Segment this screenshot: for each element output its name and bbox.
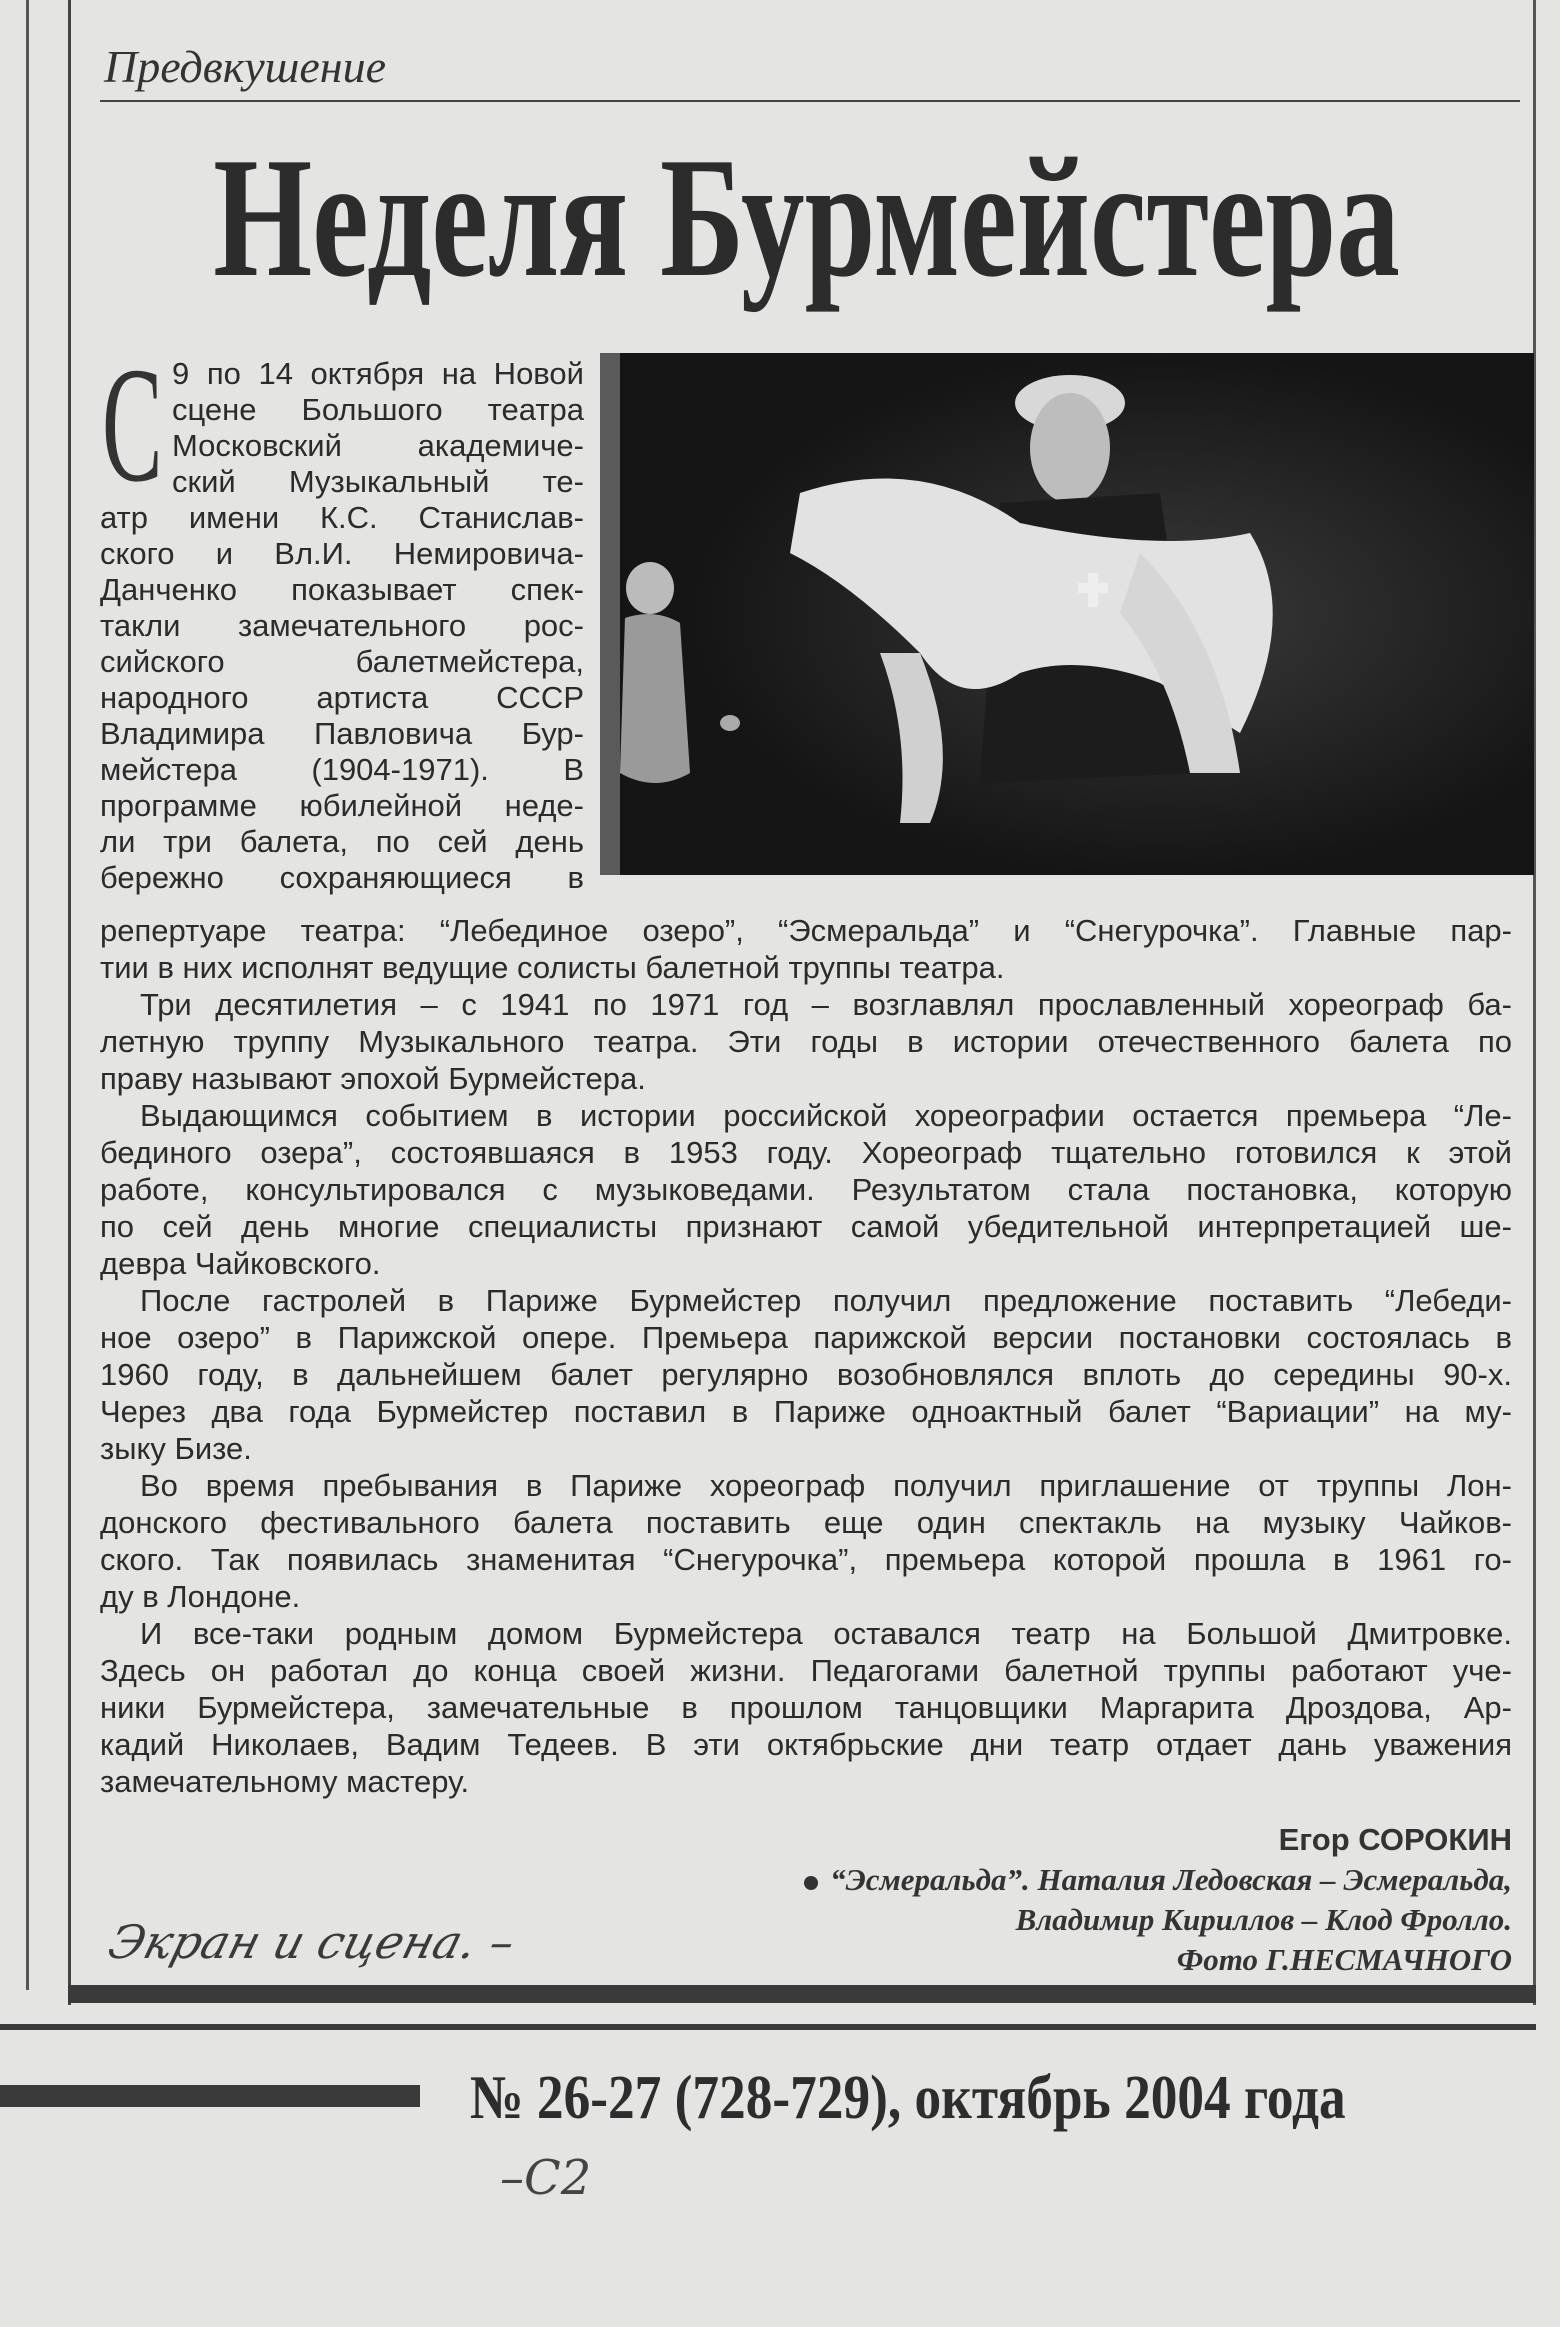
text-line: ский Музыкальный те- [172,464,584,499]
text-line: сцене Большого театра [172,392,584,427]
text-line: 1960 году, в дальнейшем балет регулярно возобновлялся вплоть до середины 90-х. [100,1357,1512,1392]
paragraph [100,1467,1512,1615]
photo-caption [804,1860,1512,1980]
text-line: ное озеро” в Парижской опере. Премьера парижской версии постановки состоялась в [100,1320,1512,1355]
issue-line: № 26-27 (728-729), октябрь 2004 года [470,2064,1346,2132]
caption-line: Владимир Кириллов – Клод Фролло. [1015,1902,1512,1937]
text-line: Через два года Бурмейстер поставил в Париже одноактный балет “Вариации” на му- [100,1394,1512,1429]
text-line: Выдающимся событием в истории российской хореографии остается премьера “Ле- [140,1098,1512,1133]
text-line: ники Бурмейстера, замечательные в прошлом танцовщики Маргарита Дроздова, Ар- [100,1690,1512,1725]
text-line: летную труппу Музыкального театра. Эти годы в истории отечественного балета по [100,1024,1512,1059]
paragraph [100,1097,1512,1282]
text-line: кадий Николаев, Вадим Тедеев. В эти октябрьские дни театр отдает дань уважения [100,1727,1512,1762]
intro-text [100,500,584,896]
clipping-edge-line [26,0,29,1990]
text-line: сийского балетмейстера, [100,644,584,679]
bottom-rule-thin [0,2024,1536,2030]
text-line: зыку Бизе. [100,1431,252,1466]
text-line: мейстера (1904-1971). В [100,752,584,787]
text-line: Три десятилетия – с 1941 по 1971 год – возглавлял прославленный хореограф ба- [140,987,1512,1022]
text-line: по сей день многие специалисты признают самой убедительной интерпретацией ше- [100,1209,1512,1244]
text-line: праву называют эпохой Бурмейстера. [100,1061,646,1096]
text-line: ского и Вл.И. Немировича- [100,536,584,571]
text-line: ду в Лондоне. [100,1579,301,1614]
caption-line: Фото Г.НЕСМАЧНОГО [1176,1942,1512,1977]
bottom-rule-thick [68,1985,1536,2003]
text-line: народного артиста СССР [100,680,584,715]
bullet-icon [804,1876,818,1890]
text-line: тии в них исполнят ведущие солисты балетной труппы театра. [100,950,1005,985]
text-line: Здесь он работал до конца своей жизни. Педагогами балетной труппы работают уче- [100,1653,1512,1688]
text-line: программе юбилейной неде- [100,788,584,823]
issue-rule [0,2085,420,2107]
text-line: После гастролей в Париже Бурмейстер получил предложение поставить “Лебеди- [140,1283,1512,1318]
rubric: Предвкушение [104,41,387,92]
intro-text-beside-dropcap [172,356,584,500]
rubric-divider [100,100,1520,102]
article-body [100,912,1512,1800]
author-byline: Егор СОРОКИН [1278,1822,1512,1857]
paragraph [100,912,1512,986]
handwritten-page-note: –С2 [500,2150,592,2206]
text-line: И все-таки родным домом Бурмейстера оставался театр на Большой Дмитровке. [140,1616,1512,1651]
text-line: работе, консультировался с музыковедами. Результатом стала постановка, которую [100,1172,1512,1207]
text-line: 9 по 14 октября на Новой [172,356,584,391]
paragraph [100,1282,1512,1467]
article-title: Неделя Бурмейстера [213,123,1400,313]
text-line: такли замечательного рос- [100,608,584,643]
text-line: замечательному мастеру. [100,1764,470,1799]
text-line: бережно сохраняющиеся в [100,860,584,895]
text-line: Московский академиче- [172,428,584,463]
text-line: Владимира Павловича Бур- [100,716,584,751]
caption-line: “Эсмеральда”. Наталия Ледовская – Эсмеральда, [830,1862,1512,1897]
text-line: бединого озера”, состоявшаяся в 1953 году. Хореограф тщательно готовился к этой [100,1135,1512,1170]
ballet-photo [600,353,1534,875]
text-line: ли три балета, по сей день [100,824,584,859]
drop-cap: С [102,333,163,516]
handwritten-source-note: Экран и сцена. – [102,1915,522,1969]
paragraph [100,986,1512,1097]
text-line: Во время пребывания в Париже хореограф получил приглашение от труппы Лон- [140,1468,1512,1503]
paragraph [100,1615,1512,1800]
text-line: репертуаре театра: “Лебединое озеро”, “Эсмеральда” и “Снегурочка”. Главные пар- [100,913,1512,948]
text-line: атр имени К.С. Станислав- [100,500,584,535]
text-line: донского фестивального балета поставить еще один спектакль на музыку Чайков- [100,1505,1512,1540]
text-line: Данченко показывает спек- [100,572,584,607]
text-line: ского. Так появилась знаменитая “Снегурочка”, премьера которой прошла в 1961 го- [100,1542,1512,1577]
text-line: девра Чайковского. [100,1246,381,1281]
